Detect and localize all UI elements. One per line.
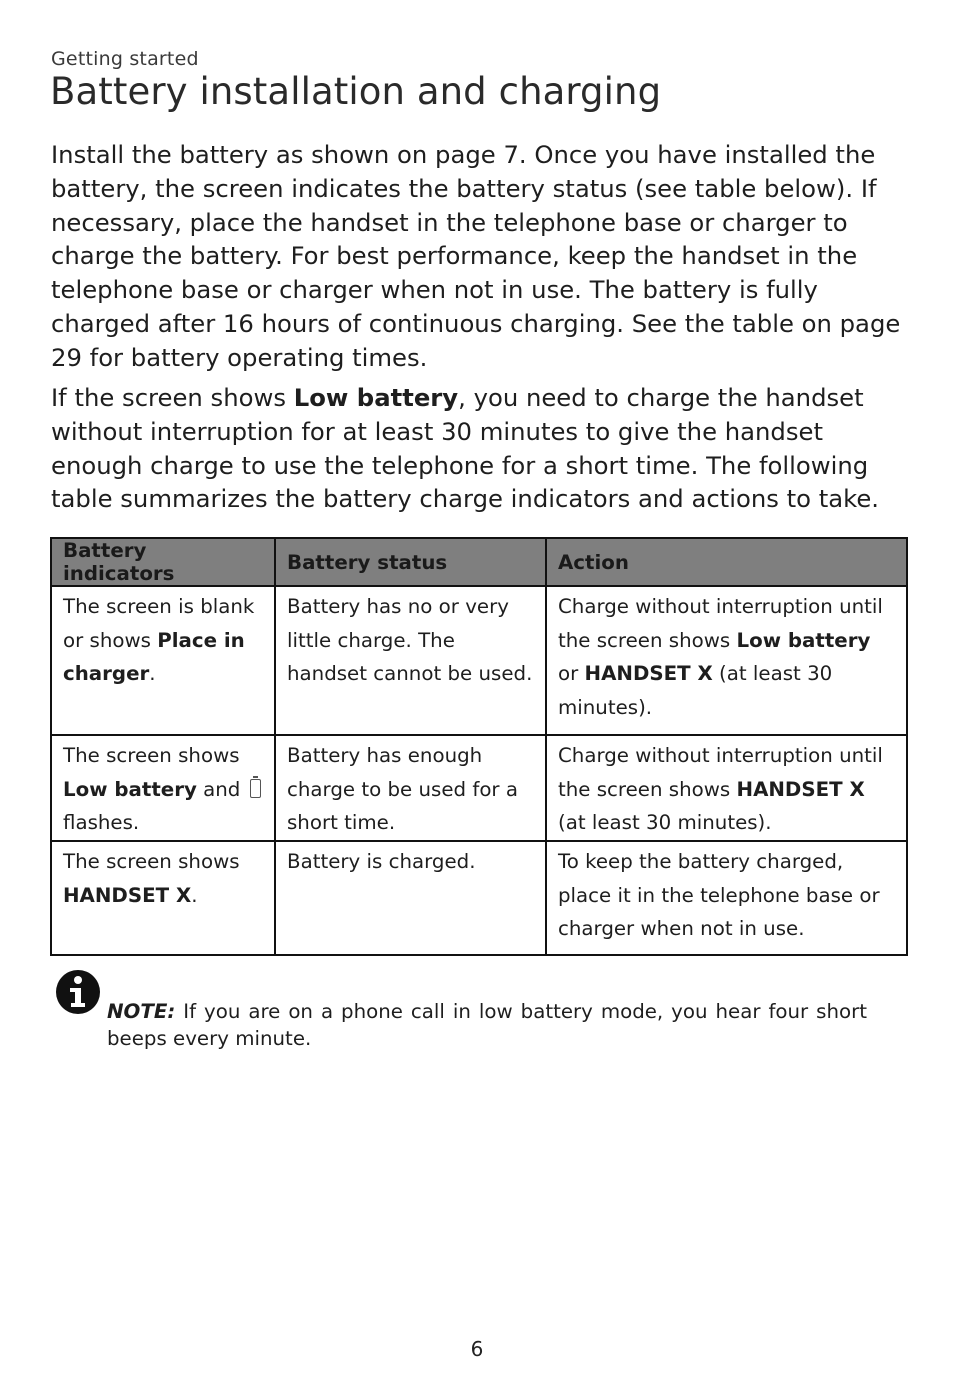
header-battery-status: Battery status [275, 538, 546, 586]
cell-text: (at least 30 minutes). [558, 662, 833, 719]
header-action: Action [546, 538, 907, 586]
cell-text: The screen shows [63, 744, 240, 767]
section-label: Getting started [51, 48, 199, 70]
cell-bold-text: HANDSET X [584, 662, 713, 686]
cell-bold-text: HANDSET X [736, 777, 865, 801]
cell-text: . [149, 662, 156, 686]
battery-empty-icon [250, 779, 261, 798]
battery-indicator-table [50, 537, 908, 956]
cell-text: . [191, 883, 198, 907]
intro-paragraph-2 [51, 381, 911, 516]
cell-text: and [196, 777, 247, 801]
status-cell: Battery has no or very little charge. The handset cannot be used. [275, 586, 546, 735]
status-cell: Battery is charged. [275, 841, 546, 955]
cell-text: flashes. [63, 811, 140, 835]
table-row [51, 735, 907, 841]
indicator-cell [51, 735, 275, 841]
note-body: If you are on a phone call in low battery mode, you hear four short beeps every minute. [107, 1000, 867, 1050]
cell-text: (at least 30 minutes). [558, 811, 772, 835]
cell-bold-text: Low battery [63, 777, 197, 801]
info-icon [54, 968, 102, 1016]
cell-bold-text: HANDSET X [63, 883, 192, 907]
status-cell: Battery has enough charge to be used for a short time. [275, 735, 546, 841]
low-battery-term: Low battery [293, 383, 459, 412]
indicator-cell [51, 586, 275, 735]
cell-text: or [558, 662, 585, 686]
cell-text: Charge without interruption until the screen shows [558, 595, 883, 652]
table-header-row [51, 538, 907, 586]
action-cell: To keep the battery charged, place it in the telephone base or charger when not in use. [546, 841, 907, 955]
intro-text-before: If the screen shows [51, 383, 294, 412]
cell-bold-text: Place in charger [63, 628, 245, 686]
intro-paragraph-1: Install the battery as shown on page 7. Once you have installed the battery, the screen indicates the battery status (see table below). If necessary, place the handset in the telephone base or charger to charge the battery. For best performance, keep the handset in the telephone base or charger when not in use. The battery is fully charged after 16 hours of continuous charging. See the table on page 29 for battery operating times. [51, 140, 901, 372]
page-title: Battery installation and charging [50, 70, 662, 113]
cell-bold-text: Low battery [736, 628, 871, 652]
action-cell [546, 735, 907, 841]
table-row [51, 841, 907, 955]
indicator-cell [51, 841, 275, 955]
page-number: 6 [470, 1337, 484, 1361]
note-label: NOTE: [107, 1000, 176, 1023]
header-battery-indicators: Battery indicators [51, 538, 275, 586]
intro-text-after: , you need to charge the handset without interruption for at least 30 minutes to give the handset enough charge to use the telephone for a short time. The following table summarizes the battery charge indicators and actions to take. [51, 383, 880, 514]
cell-text: The screen shows [63, 850, 240, 873]
action-cell [546, 586, 907, 735]
note-text [107, 998, 867, 1052]
cell-text: Charge without interruption until the screen shows [558, 744, 883, 801]
cell-text: The screen is blank or shows [63, 595, 255, 652]
table-row [51, 586, 907, 735]
